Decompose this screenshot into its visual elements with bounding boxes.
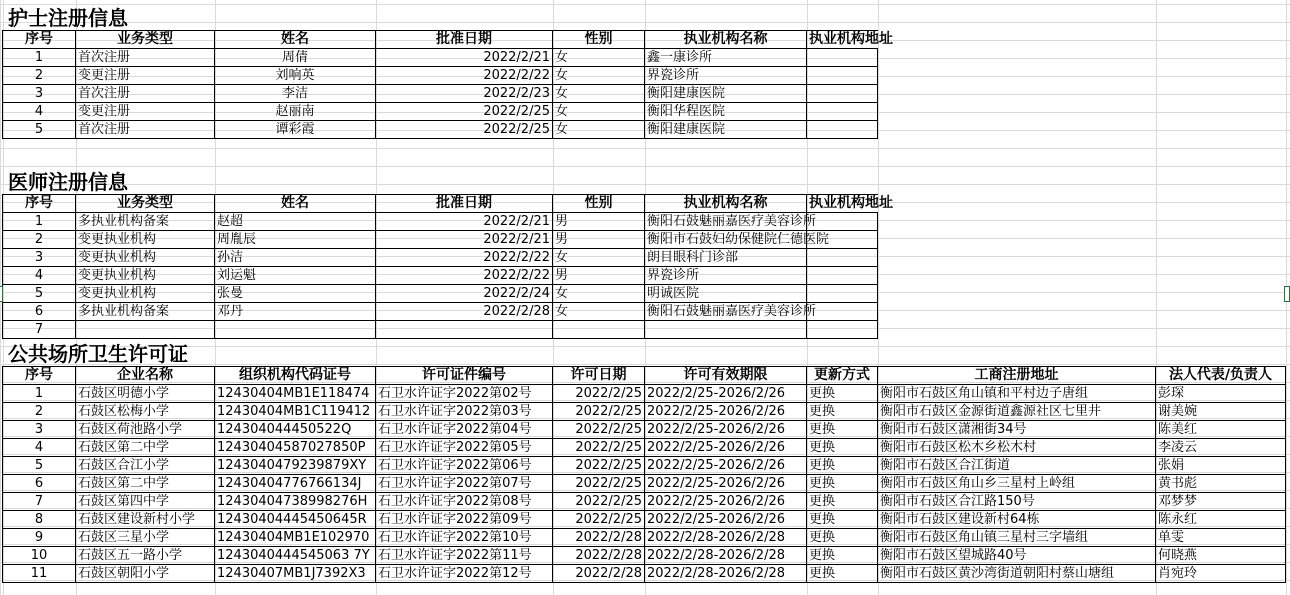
- nurse-table-cell[interactable]: 2: [2, 66, 76, 85]
- doctor-table-cell[interactable]: 2022/2/21: [375, 230, 553, 249]
- public-table-header-cell[interactable]: 企业名称: [75, 366, 215, 385]
- doctor-table-header-cell[interactable]: 业务类型: [75, 194, 215, 213]
- public-table-cell[interactable]: 石鼓区松梅小学: [75, 402, 215, 421]
- public-table-cell[interactable]: 7: [2, 492, 76, 511]
- public-table-cell[interactable]: 石鼓区三星小学: [75, 528, 215, 547]
- public-table-cell[interactable]: 2022/2/25: [552, 420, 645, 439]
- grid-row-line: [0, 166, 1290, 167]
- public-table-cell[interactable]: 2022/2/28-2026/2/28: [644, 564, 807, 583]
- doctor-table-header-cell[interactable]: 性别: [552, 194, 645, 213]
- public-table-cell[interactable]: 更换: [806, 474, 878, 493]
- public-table-cell[interactable]: 124304044450522Q: [214, 420, 376, 439]
- doctor-table-cell[interactable]: 6: [2, 302, 76, 321]
- public-table-cell[interactable]: 更换: [806, 528, 878, 547]
- nurse-table-cell[interactable]: 变更注册: [75, 66, 215, 85]
- doctor-table-cell[interactable]: 4: [2, 266, 76, 285]
- doctor-table-header-cell[interactable]: 执业机构名称: [644, 194, 807, 213]
- nurse-table-cell[interactable]: [806, 84, 878, 103]
- public-table-cell[interactable]: 10: [2, 546, 76, 565]
- public-table-cell[interactable]: 石鼓区荷池路小学: [75, 420, 215, 439]
- public-table-cell[interactable]: 12430404MB1E118474: [214, 384, 376, 403]
- public-table-cell[interactable]: 更换: [806, 384, 878, 403]
- public-table-cell[interactable]: 更换: [806, 420, 878, 439]
- public-table-cell[interactable]: 石卫水许证字2022第06号: [375, 456, 553, 475]
- doctor-table-cell[interactable]: 女: [552, 248, 645, 267]
- nurse-table-cell[interactable]: 女: [552, 102, 645, 121]
- nurse-table-cell[interactable]: 女: [552, 120, 645, 139]
- doctor-table-cell[interactable]: 变更执业机构: [75, 266, 215, 285]
- public-table-cell[interactable]: 2022/2/28-2026/2/28: [644, 528, 807, 547]
- doctor-table-cell[interactable]: 男: [552, 266, 645, 285]
- public-table-cell[interactable]: 衡阳市石鼓区合江路150号: [877, 492, 1156, 511]
- public-section-title: 公共场所卫生许可证: [8, 342, 188, 366]
- public-table-cell[interactable]: 更换: [806, 546, 878, 565]
- doctor-table-cell[interactable]: [552, 320, 645, 339]
- doctor-table-cell[interactable]: 2022/2/21: [375, 212, 553, 231]
- nurse-table-cell[interactable]: 衡阳建康医院: [644, 120, 807, 139]
- doctor-table-cell[interactable]: [375, 320, 553, 339]
- public-table-cell[interactable]: 12430404MB1E102970: [214, 528, 376, 547]
- nurse-table-cell[interactable]: 李洁: [214, 84, 376, 103]
- public-table-cell[interactable]: 石鼓区第二中学: [75, 474, 215, 493]
- doctor-table-cell[interactable]: 张曼: [214, 284, 376, 303]
- doctor-table-cell[interactable]: 变更执业机构: [75, 230, 215, 249]
- public-table-cell[interactable]: 石鼓区明德小学: [75, 384, 215, 403]
- nurse-table-header-cell[interactable]: 序号: [2, 30, 76, 49]
- public-table-header-cell[interactable]: 许可证件编号: [375, 366, 553, 385]
- public-table-cell[interactable]: 肖宛玲: [1155, 564, 1286, 583]
- nurse-table-header-cell[interactable]: 姓名: [214, 30, 376, 49]
- doctor-table-cell[interactable]: 衡阳石鼓魅丽嘉医疗美容诊所: [644, 302, 807, 321]
- nurse-table-header-cell[interactable]: 性别: [552, 30, 645, 49]
- public-table-cell[interactable]: 衡阳市石鼓区建设新村64栋: [877, 510, 1156, 529]
- public-table-cell[interactable]: 2022/2/25-2026/2/26: [644, 420, 807, 439]
- doctor-table-cell[interactable]: 2: [2, 230, 76, 249]
- nurse-table-cell[interactable]: 5: [2, 120, 76, 139]
- public-table-cell[interactable]: 石卫水许证字2022第02号: [375, 384, 553, 403]
- public-table-cell[interactable]: 衡阳市石鼓区金源街道鑫源社区七里井: [877, 402, 1156, 421]
- doctor-table-cell[interactable]: 衡阳市石鼓妇幼保健院仁德医院: [644, 230, 807, 249]
- doctor-table-header-cell[interactable]: 执业机构地址: [806, 194, 878, 213]
- nurse-table-header-cell[interactable]: 执业机构名称: [644, 30, 807, 49]
- public-table-cell[interactable]: 8: [2, 510, 76, 529]
- public-table-cell[interactable]: 12430404445450645R: [214, 510, 376, 529]
- nurse-table-cell[interactable]: 首次注册: [75, 84, 215, 103]
- public-table-cell[interactable]: 衡阳市石鼓区合江街道: [877, 456, 1156, 475]
- public-table-cell[interactable]: 石卫水许证字2022第05号: [375, 438, 553, 457]
- public-table-cell[interactable]: 衡阳市石鼓区角山乡三星村上岭组: [877, 474, 1156, 493]
- doctor-table-cell[interactable]: 赵超: [214, 212, 376, 231]
- public-table-header-cell[interactable]: 序号: [2, 366, 76, 385]
- public-table-cell[interactable]: 1243040444545063 7Y: [214, 546, 376, 565]
- nurse-table-cell[interactable]: [806, 120, 878, 139]
- doctor-table-cell[interactable]: 1: [2, 212, 76, 231]
- public-table-cell[interactable]: 石卫水许证字2022第11号: [375, 546, 553, 565]
- public-table-cell[interactable]: 更换: [806, 510, 878, 529]
- public-table-header-cell[interactable]: 更新方式: [806, 366, 878, 385]
- public-table-cell[interactable]: 衡阳市石鼓区望城路40号: [877, 546, 1156, 565]
- public-table-cell[interactable]: 更换: [806, 456, 878, 475]
- row-selection-handle-left[interactable]: [0, 286, 3, 302]
- public-table-cell[interactable]: 12430404738998276H: [214, 492, 376, 511]
- public-table-cell[interactable]: 更换: [806, 564, 878, 583]
- nurse-table-cell[interactable]: 衡阳建康医院: [644, 84, 807, 103]
- nurse-table-cell[interactable]: 变更注册: [75, 102, 215, 121]
- doctor-table-cell[interactable]: [806, 212, 878, 231]
- nurse-table-header-cell[interactable]: 执业机构地址: [806, 30, 878, 49]
- public-table-cell[interactable]: 2022/2/25: [552, 492, 645, 511]
- nurse-table-cell[interactable]: [806, 102, 878, 121]
- doctor-table-cell[interactable]: 男: [552, 212, 645, 231]
- row-selection-handle-right[interactable]: [1284, 286, 1290, 302]
- public-table-cell[interactable]: 2022/2/28: [552, 546, 645, 565]
- public-table-cell[interactable]: 12430404776766134J: [214, 474, 376, 493]
- public-table-cell[interactable]: 石卫水许证字2022第08号: [375, 492, 553, 511]
- doctor-table-cell[interactable]: 变更执业机构: [75, 284, 215, 303]
- doctor-table-cell[interactable]: [806, 284, 878, 303]
- public-table-cell[interactable]: 单雯: [1155, 528, 1286, 547]
- doctor-table-header-cell[interactable]: 姓名: [214, 194, 376, 213]
- public-table-cell[interactable]: 衡阳市石鼓区松木乡松木村: [877, 438, 1156, 457]
- doctor-table-cell[interactable]: [75, 320, 215, 339]
- public-table-cell[interactable]: 12430404587027850P: [214, 438, 376, 457]
- nurse-table-cell[interactable]: 赵丽南: [214, 102, 376, 121]
- public-table-cell[interactable]: 5: [2, 456, 76, 475]
- nurse-table-cell[interactable]: 2022/2/25: [375, 120, 553, 139]
- doctor-table-cell[interactable]: [806, 248, 878, 267]
- public-table-cell[interactable]: 2022/2/25-2026/2/26: [644, 510, 807, 529]
- grid-row-line: [0, 346, 1290, 347]
- public-table-cell[interactable]: 衡阳市石鼓区角山镇三星村三字墙组: [877, 528, 1156, 547]
- public-table-cell[interactable]: 石鼓区五一路小学: [75, 546, 215, 565]
- public-table-cell[interactable]: 2022/2/28: [552, 528, 645, 547]
- nurse-table-cell[interactable]: 3: [2, 84, 76, 103]
- doctor-table-cell[interactable]: 男: [552, 230, 645, 249]
- grid-row-line: [0, 148, 1290, 149]
- doctor-table-cell[interactable]: [806, 230, 878, 249]
- public-table-cell[interactable]: 12430407MB1J7392X3: [214, 564, 376, 583]
- doctor-table-cell[interactable]: [214, 320, 376, 339]
- public-table-cell[interactable]: 2022/2/28-2026/2/28: [644, 546, 807, 565]
- public-table-cell[interactable]: 更换: [806, 402, 878, 421]
- public-table-cell[interactable]: 2: [2, 402, 76, 421]
- public-table-cell[interactable]: 石卫水许证字2022第10号: [375, 528, 553, 547]
- public-table-header-cell[interactable]: 组织机构代码证号: [214, 366, 376, 385]
- nurse-table-cell[interactable]: 女: [552, 48, 645, 67]
- doctor-table-cell[interactable]: 女: [552, 302, 645, 321]
- public-table-header-cell[interactable]: 法人代表/负责人: [1155, 366, 1286, 385]
- public-table-cell[interactable]: 黄书彪: [1155, 474, 1286, 493]
- public-table-cell[interactable]: 2022/2/25-2026/2/26: [644, 384, 807, 403]
- public-table-cell[interactable]: 衡阳市石鼓区角山镇和平村边子唐组: [877, 384, 1156, 403]
- public-table-cell[interactable]: 2022/2/25-2026/2/26: [644, 402, 807, 421]
- public-table-cell[interactable]: 邓梦梦: [1155, 492, 1286, 511]
- nurse-table-cell[interactable]: 鑫一康诊所: [644, 48, 807, 67]
- doctor-table-cell[interactable]: 多执业机构备案: [75, 212, 215, 231]
- public-table-cell[interactable]: 陈永红: [1155, 510, 1286, 529]
- public-table-cell[interactable]: 石鼓区合江小学: [75, 456, 215, 475]
- public-table-cell[interactable]: 6: [2, 474, 76, 493]
- public-table-cell[interactable]: 2022/2/25: [552, 474, 645, 493]
- doctor-table-header-cell[interactable]: 批准日期: [375, 194, 553, 213]
- public-table-cell[interactable]: 4: [2, 438, 76, 457]
- nurse-table-cell[interactable]: 谭彩霞: [214, 120, 376, 139]
- nurse-table-header-cell[interactable]: 批准日期: [375, 30, 553, 49]
- public-table-cell[interactable]: 2022/2/25: [552, 402, 645, 421]
- doctor-table-cell[interactable]: [644, 320, 807, 339]
- nurse-section-title: 护士注册信息: [8, 6, 128, 30]
- doctor-table-cell[interactable]: 2022/2/24: [375, 284, 553, 303]
- grid-row-line: [0, 184, 1290, 185]
- public-table-cell[interactable]: 石卫水许证字2022第07号: [375, 474, 553, 493]
- doctor-table-cell[interactable]: 2022/2/28: [375, 302, 553, 321]
- public-table-cell[interactable]: 石卫水许证字2022第03号: [375, 402, 553, 421]
- public-table-cell[interactable]: 2022/2/25: [552, 510, 645, 529]
- public-table-cell[interactable]: 更换: [806, 438, 878, 457]
- doctor-table-cell[interactable]: 邓丹: [214, 302, 376, 321]
- grid-row-line: [0, 22, 1290, 23]
- doctor-table-cell[interactable]: [806, 320, 878, 339]
- doctor-table-header-cell[interactable]: 序号: [2, 194, 76, 213]
- public-table-cell[interactable]: 张娟: [1155, 456, 1286, 475]
- doctor-table-cell[interactable]: [806, 266, 878, 285]
- nurse-table-cell[interactable]: 女: [552, 84, 645, 103]
- public-table-header-cell[interactable]: 许可有效期限: [644, 366, 807, 385]
- public-table-cell[interactable]: 李凌云: [1155, 438, 1286, 457]
- doctor-table-cell[interactable]: 变更执业机构: [75, 248, 215, 267]
- public-table-cell[interactable]: 谢美婉: [1155, 402, 1286, 421]
- doctor-table-cell[interactable]: 2022/2/22: [375, 248, 553, 267]
- nurse-table-cell[interactable]: 衡阳华程医院: [644, 102, 807, 121]
- public-table-cell[interactable]: 衡阳市石鼓区黄沙湾街道朝阳村蔡山塘组: [877, 564, 1156, 583]
- doctor-table-cell[interactable]: 孙洁: [214, 248, 376, 267]
- doctor-table-cell[interactable]: 界瓷诊所: [644, 266, 807, 285]
- public-table-cell[interactable]: 2022/2/25-2026/2/26: [644, 438, 807, 457]
- public-table-cell[interactable]: 衡阳市石鼓区潇湘街34号: [877, 420, 1156, 439]
- public-table-cell[interactable]: 2022/2/25-2026/2/26: [644, 492, 807, 511]
- nurse-table-cell[interactable]: [806, 66, 878, 85]
- nurse-table-cell[interactable]: 界瓷诊所: [644, 66, 807, 85]
- public-table-cell[interactable]: 更换: [806, 492, 878, 511]
- nurse-table-cell[interactable]: 女: [552, 66, 645, 85]
- doctor-table-cell[interactable]: 5: [2, 284, 76, 303]
- nurse-table-cell[interactable]: 刘响英: [214, 66, 376, 85]
- public-table-cell[interactable]: 石卫水许证字2022第12号: [375, 564, 553, 583]
- doctor-table-cell[interactable]: 衡阳石鼓魅丽嘉医疗美容诊所: [644, 212, 807, 231]
- grid-row-line: [0, 364, 1290, 365]
- public-table-header-cell[interactable]: 工商注册地址: [877, 366, 1156, 385]
- nurse-table-header-cell[interactable]: 业务类型: [75, 30, 215, 49]
- nurse-table-cell[interactable]: 2022/2/25: [375, 102, 553, 121]
- public-table-header-cell[interactable]: 许可日期: [552, 366, 645, 385]
- public-table-cell[interactable]: 石鼓区建设新村小学: [75, 510, 215, 529]
- doctor-table-cell[interactable]: [806, 302, 878, 321]
- doctor-table-cell[interactable]: 女: [552, 284, 645, 303]
- grid-row-line: [0, 4, 1290, 5]
- public-table-cell[interactable]: 2022/2/25-2026/2/26: [644, 474, 807, 493]
- nurse-table-cell[interactable]: 4: [2, 102, 76, 121]
- public-table-cell[interactable]: 9: [2, 528, 76, 547]
- doctor-table-cell[interactable]: 多执业机构备案: [75, 302, 215, 321]
- public-table-cell[interactable]: 石卫水许证字2022第04号: [375, 420, 553, 439]
- public-table-cell[interactable]: 2022/2/28: [552, 564, 645, 583]
- nurse-table-cell[interactable]: 2022/2/21: [375, 48, 553, 67]
- public-table-cell[interactable]: 2022/2/25: [552, 456, 645, 475]
- doctor-table-cell[interactable]: 3: [2, 248, 76, 267]
- public-table-cell[interactable]: 2022/2/25: [552, 384, 645, 403]
- public-table-cell[interactable]: 2022/2/25-2026/2/26: [644, 456, 807, 475]
- public-table-cell[interactable]: 石鼓区第四中学: [75, 492, 215, 511]
- public-table-cell[interactable]: 石鼓区第二中学: [75, 438, 215, 457]
- nurse-table-cell[interactable]: 首次注册: [75, 48, 215, 67]
- nurse-table-cell[interactable]: 1: [2, 48, 76, 67]
- public-table-cell[interactable]: 石卫水许证字2022第09号: [375, 510, 553, 529]
- public-table-cell[interactable]: 11: [2, 564, 76, 583]
- public-table-cell[interactable]: 3: [2, 420, 76, 439]
- doctor-table-cell[interactable]: 刘运魁: [214, 266, 376, 285]
- public-table-cell[interactable]: 12430404MB1C119412: [214, 402, 376, 421]
- doctor-table-cell[interactable]: 7: [2, 320, 76, 339]
- nurse-table-cell[interactable]: 首次注册: [75, 120, 215, 139]
- nurse-table-cell[interactable]: 周倩: [214, 48, 376, 67]
- public-table-cell[interactable]: 石鼓区朝阳小学: [75, 564, 215, 583]
- public-table-cell[interactable]: 2022/2/25: [552, 438, 645, 457]
- nurse-table-cell[interactable]: [806, 48, 878, 67]
- public-table-cell[interactable]: 1243040479239879XY: [214, 456, 376, 475]
- public-table-cell[interactable]: 1: [2, 384, 76, 403]
- doctor-table-cell[interactable]: 明诚医院: [644, 284, 807, 303]
- public-table-cell[interactable]: 彭琛: [1155, 384, 1286, 403]
- public-table-cell[interactable]: 何晓燕: [1155, 546, 1286, 565]
- doctor-table-cell[interactable]: 朗目眼科门诊部: [644, 248, 807, 267]
- public-table-cell[interactable]: 陈美红: [1155, 420, 1286, 439]
- doctor-section-title: 医师注册信息: [8, 170, 128, 194]
- doctor-table-cell[interactable]: 2022/2/22: [375, 266, 553, 285]
- nurse-table-cell[interactable]: 2022/2/22: [375, 66, 553, 85]
- nurse-table-cell[interactable]: 2022/2/23: [375, 84, 553, 103]
- doctor-table-cell[interactable]: 周胤辰: [214, 230, 376, 249]
